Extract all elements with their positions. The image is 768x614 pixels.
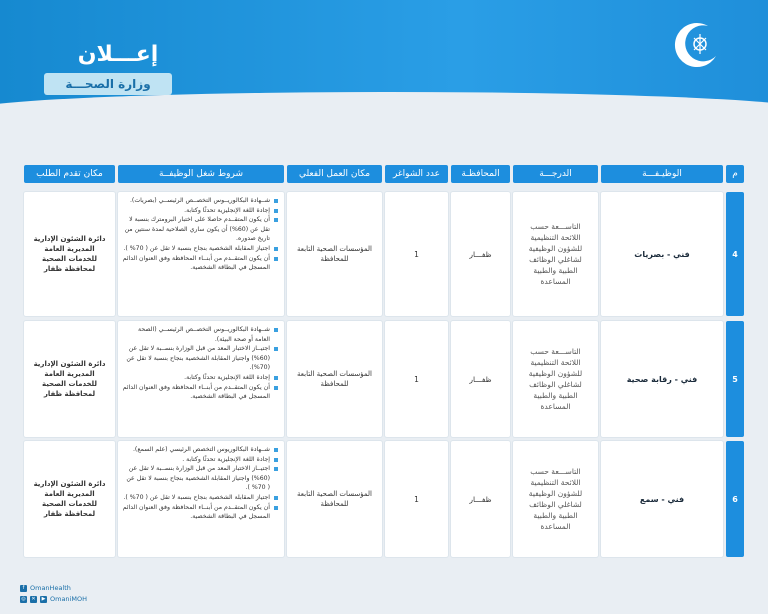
workplace: المؤسسات الصحية التابعة للمحافظة — [287, 441, 382, 557]
header-banner — [0, 0, 768, 104]
governorate: ظفـــار — [451, 192, 510, 316]
condition-item: شــهادة البكالوريــوس التخصــص الرئيســي (الصحة العامة أو صحة البيئة). — [122, 325, 278, 344]
condition-item: اجتياز المقابلة الشخصية بنجاح بنسبة لا تقل عن ( 70% ). — [122, 493, 278, 503]
grade: التاســـعة حسب اللائحة التنظيمية للشؤون الوظيفية لشاغلي الوظائف الطبية والطبية المساعدة — [513, 192, 598, 316]
condition-item: أن يكون المتقــدم من أبنــاء المحافظة وفق العنوان الدائم المسجل في البطاقة الشخصية. — [122, 254, 278, 273]
facebook-icon: f — [20, 585, 27, 592]
governorate: ظفـــار — [451, 321, 510, 437]
grade: التاســـعة حسب اللائحة التنظيمية للشؤون الوظيفية لشاغلي الوظائف الطبية والطبية المساعدة — [513, 321, 598, 437]
condition-item: أن يكون المتقــدم من أبنــاء المحافظة وفق العنوان الدائم المسجل في البطاقة الشخصية. — [122, 383, 278, 402]
col-governorate-header: المحافظـة — [451, 165, 510, 183]
col-grade-header: الدرجـــة — [513, 165, 598, 183]
condition-item: إجادة اللغة الإنجليزية تحدثًا وكتابة . — [122, 455, 278, 465]
condition-item: شــهادة البكالوريوس التخصص الرئيسي (علم السمع). — [122, 445, 278, 455]
row-index: 5 — [726, 321, 744, 437]
conditions-list — [118, 192, 284, 316]
job-title: فني - سمع — [601, 441, 723, 557]
col-apply-header: مكان تقدم الطلب — [24, 165, 115, 183]
apply-place: دائرة الشئون الإدارية المديرية العامة للخدمات الصحية لمحافظة ظفار — [24, 321, 115, 437]
col-vacancies-header: عدد الشواغر — [385, 165, 448, 183]
conditions-list — [118, 441, 284, 557]
conditions-list — [118, 321, 284, 437]
instagram-icon: ◎ — [21, 595, 26, 602]
col-workplace-header: مكان العمل الفعلي — [287, 165, 382, 183]
condition-item: إجادة اللغة الإنجليزية تحدثًا وكتابة. — [122, 373, 278, 383]
col-job-header: الوظيـفـــة — [601, 165, 723, 183]
condition-item: اجتياز المقابلة الشخصية بنجاح بنسبة لا تقل عن ( 70% ). — [122, 244, 278, 254]
job-title: فني - بصريات — [601, 192, 723, 316]
condition-item: أن يكون المتقــدم من أبنــاء المحافظة وفق العنوان الدائم المسجل في البطاقة الشخصية. — [122, 503, 278, 522]
col-index-header: م — [726, 165, 744, 183]
workplace: المؤسسات الصحية التابعة للمحافظة — [287, 321, 382, 437]
workplace: المؤسسات الصحية التابعة للمحافظة — [287, 192, 382, 316]
job-title: فني - رقابة صحية — [601, 321, 723, 437]
condition-item: شــهادة البكالوريــوس التخصــص الرئيســي (بصريات). — [122, 196, 278, 206]
apply-place: دائرة الشئون الإدارية المديرية العامة للخدمات الصحية لمحافظة ظفار — [24, 192, 115, 316]
ministry-subtitle: وزارة الصحـــة — [44, 73, 172, 95]
condition-item: أن يكون المتقــدم حاصلا على اختبار البرومترك بنسبة لا تقل عن (60%) أن يكون ساري الصلاحية لمدة سنتين من تاريخ صدوره. — [122, 215, 278, 244]
col-conditions-header: شروط شغل الوظيفــة — [118, 165, 284, 183]
x-icon: ✕ — [31, 595, 36, 602]
facebook-handle[interactable] — [20, 584, 71, 592]
vacancies: 1 — [385, 441, 448, 557]
condition-item: اجتيــاز الاختبار المعد من قبل الوزارة بنســبة لا تقل عن (60%) واجتياز المقابلة الشخصية بنجاح بنسبة لا تقل عن ( 70% ). — [122, 464, 278, 493]
social-handle[interactable] — [20, 595, 87, 603]
row-index: 4 — [726, 192, 744, 316]
ministry-logo-icon — [670, 18, 724, 72]
page-title: إعـــلان — [77, 42, 159, 67]
grade: التاســـعة حسب اللائحة التنظيمية للشؤون الوظيفية لشاغلي الوظائف الطبية والطبية المساعدة — [513, 441, 598, 557]
apply-place: دائرة الشئون الإدارية المديرية العامة للخدمات الصحية لمحافظة ظفار — [24, 441, 115, 557]
vacancies: 1 — [385, 192, 448, 316]
social-label: OmaniMOH — [50, 595, 87, 603]
condition-item: اجتيــاز الاختبار المعد من قبل الوزارة بنســبة لا تقل عن (60%) واجتياز المقابلة الشخصية بنجاح بنسبة لا تقل عن (70%). — [122, 344, 278, 373]
condition-item: إجادة اللغة الإنجليزية تحدثًا وكتابة. — [122, 206, 278, 216]
youtube-icon: ▶ — [41, 595, 46, 602]
governorate: ظفـــار — [451, 441, 510, 557]
facebook-label: OmanHealth — [30, 584, 71, 592]
vacancies: 1 — [385, 321, 448, 437]
row-index: 6 — [726, 441, 744, 557]
